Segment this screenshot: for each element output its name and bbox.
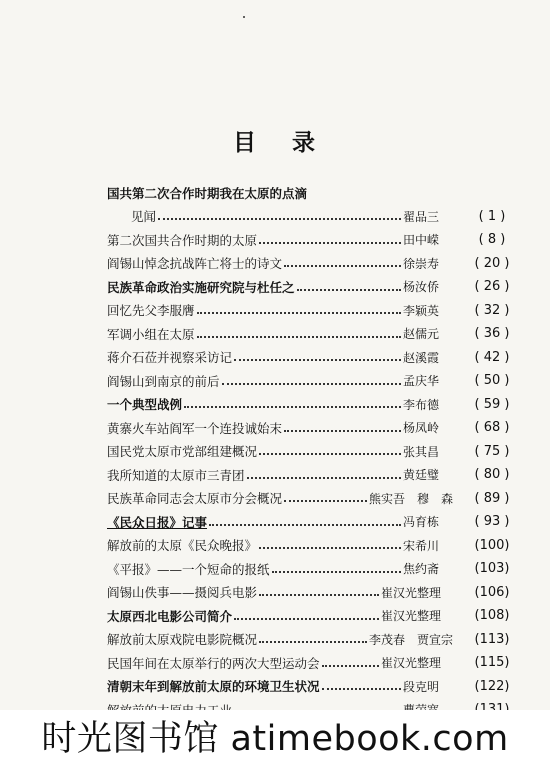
toc-entry-page: ( 80 ) — [474, 467, 510, 483]
toc-entry[interactable] — [107, 581, 519, 605]
toc-entry[interactable] — [107, 675, 519, 699]
table-of-contents — [107, 181, 519, 722]
toc-entry-author: 崔汉光整理 — [381, 656, 442, 671]
toc-entry-page: (100) — [474, 537, 510, 553]
toc-entry-page: ( 36 ) — [474, 326, 510, 342]
toc-leader-dots — [222, 373, 401, 385]
toc-leader-dots — [234, 349, 401, 361]
title-char-right: 录 — [292, 129, 317, 156]
toc-entry-page: ( 93 ) — [474, 514, 510, 530]
title-char-left: 目 — [233, 129, 258, 156]
toc-leader-dots — [197, 326, 401, 338]
toc-entry-page: (106) — [474, 584, 510, 600]
toc-entry[interactable] — [107, 393, 519, 417]
toc-leader-dots — [322, 678, 401, 690]
toc-entry[interactable] — [107, 628, 519, 652]
toc-entry-title: 军调小组在太原 — [107, 326, 195, 342]
toc-entry-title: 清朝末年到解放前太原的环境卫生状况 — [107, 679, 320, 695]
toc-leader-dots — [259, 232, 401, 244]
toc-leader-dots — [322, 655, 379, 667]
toc-entry-title: 国共第二次合作时期我在太原的点滴 — [107, 185, 308, 201]
toc-entry-page: ( 75 ) — [474, 443, 510, 459]
toc-entry-page: ( 20 ) — [474, 255, 510, 271]
toc-entry-title: 解放前太原戏院电影院概况 — [107, 632, 258, 648]
toc-entry[interactable] — [107, 651, 519, 675]
toc-entry-title: 《民众日报》记事 — [107, 514, 208, 530]
toc-entry[interactable] — [107, 416, 519, 440]
scan-speck — [243, 16, 245, 18]
toc-leader-dots — [272, 561, 401, 573]
toc-entry[interactable] — [107, 510, 519, 534]
toc-entry-author: 赵溪霞 — [403, 350, 440, 365]
toc-entry-author: 段克明 — [403, 679, 440, 694]
page-title — [0, 124, 550, 157]
toc-entry-title: 民国年间在太原举行的两次大型运动会 — [107, 655, 320, 671]
toc-entry-title: 阎锡山佚事——摄阅兵电影 — [107, 585, 258, 601]
toc-leader-dots — [158, 208, 401, 220]
toc-leader-dots — [297, 279, 401, 291]
toc-entry-page: ( 8 ) — [478, 232, 506, 248]
toc-entry-author: 李茂春 贾宣宗 — [369, 632, 454, 647]
toc-entry[interactable] — [107, 534, 519, 558]
toc-entry[interactable] — [107, 369, 519, 393]
toc-entry-title: 我所知道的太原市三青团 — [107, 467, 245, 483]
toc-entry[interactable] — [107, 557, 519, 581]
toc-leader-dots — [284, 420, 401, 432]
toc-leader-dots — [284, 490, 367, 502]
toc-entry-author: 翟品三 — [403, 209, 440, 224]
toc-entry[interactable] — [107, 346, 519, 370]
toc-entry-page: (108) — [474, 608, 510, 624]
toc-entry-title: 回忆先父李服膺 — [107, 303, 195, 319]
toc-entry-author: 孟庆华 — [403, 374, 440, 389]
toc-entry[interactable] — [107, 299, 519, 323]
toc-entry-author: 李颖英 — [403, 303, 440, 318]
toc-entry-page: ( 59 ) — [474, 396, 510, 412]
toc-entry[interactable] — [107, 205, 519, 229]
toc-entry-author: 徐崇寿 — [403, 256, 440, 271]
toc-entry-page: ( 42 ) — [474, 349, 510, 365]
toc-entry-title: 民族革命同志会太原市分会概况 — [107, 491, 283, 507]
toc-entry-author: 黄廷璧 — [403, 468, 440, 483]
toc-entry-title: 民族革命政治实施研究院与杜任之 — [107, 279, 295, 295]
toc-entry-page: ( 89 ) — [474, 490, 510, 506]
toc-entry-title: 《平报》——一个短命的报纸 — [107, 561, 270, 577]
toc-entry-page: (122) — [474, 678, 510, 694]
toc-leader-dots — [259, 443, 401, 455]
toc-entry-title: 蒋介石莅并视察采访记 — [107, 350, 233, 366]
toc-entry-author: 宋希川 — [403, 538, 440, 553]
toc-entry-title: 见闻 — [131, 209, 157, 225]
toc-leader-dots — [247, 467, 401, 479]
toc-entry-page: ( 32 ) — [474, 302, 510, 318]
toc-leader-dots — [259, 537, 401, 549]
toc-leader-dots — [234, 608, 379, 620]
toc-entry[interactable] — [107, 228, 519, 252]
toc-entry[interactable] — [107, 322, 519, 346]
toc-entry-author: 赵儒元 — [403, 327, 440, 342]
toc-leader-dots — [209, 514, 401, 526]
toc-entry[interactable] — [107, 252, 519, 276]
toc-entry-title: 一个典型战例 — [107, 397, 183, 413]
toc-entry[interactable] — [107, 275, 519, 299]
toc-entry-title: 太原西北电影公司简介 — [107, 608, 233, 624]
toc-entry-title: 第二次国共合作时期的太原 — [107, 232, 258, 248]
toc-leader-dots — [184, 396, 401, 408]
toc-entry-author: 崔汉光整理 — [381, 585, 442, 600]
toc-entry-page: ( 1 ) — [478, 208, 506, 224]
toc-entry-author: 张其昌 — [403, 444, 440, 459]
toc-entry-page: (103) — [474, 561, 510, 577]
toc-entry-title: 国民党太原市党部组建概况 — [107, 444, 258, 460]
toc-leader-dots — [259, 631, 367, 643]
toc-entry-title: 阎锡山悼念抗战阵亡将士的诗文 — [107, 256, 283, 272]
toc-entry[interactable] — [107, 487, 519, 511]
toc-entry-author: 田中嵘 — [403, 233, 440, 248]
toc-entry-author: 杨凤岭 — [403, 421, 440, 436]
toc-entry-page: ( 26 ) — [474, 279, 510, 295]
toc-entry-author: 熊实吾 穆 森 — [369, 491, 454, 506]
toc-entry[interactable] — [107, 181, 519, 205]
toc-entry-author: 焦约斋 — [403, 562, 440, 577]
toc-entry[interactable] — [107, 440, 519, 464]
toc-entry-title: 解放前的太原《民众晚报》 — [107, 538, 258, 554]
toc-entry-title: 阎锡山到南京的前后 — [107, 373, 220, 389]
toc-entry[interactable] — [107, 604, 519, 628]
toc-entry-author: 杨汝侨 — [403, 280, 440, 295]
toc-leader-dots — [197, 302, 401, 314]
site-watermark: 时光图书馆 atimebook.com — [0, 710, 550, 768]
toc-leader-dots — [284, 255, 401, 267]
toc-entry-author: 李布德 — [403, 397, 440, 412]
toc-entry-author: 冯育栋 — [403, 515, 440, 530]
toc-leader-dots — [259, 584, 379, 596]
toc-entry-page: (115) — [474, 655, 510, 671]
toc-entry-author: 崔汉光整理 — [381, 609, 442, 624]
toc-entry-page: ( 68 ) — [474, 420, 510, 436]
toc-entry-title: 黄寨火车站阎军一个连投诚始末 — [107, 420, 283, 436]
toc-entry[interactable] — [107, 463, 519, 487]
toc-entry-page: (113) — [474, 631, 510, 647]
toc-entry-page: ( 50 ) — [474, 373, 510, 389]
